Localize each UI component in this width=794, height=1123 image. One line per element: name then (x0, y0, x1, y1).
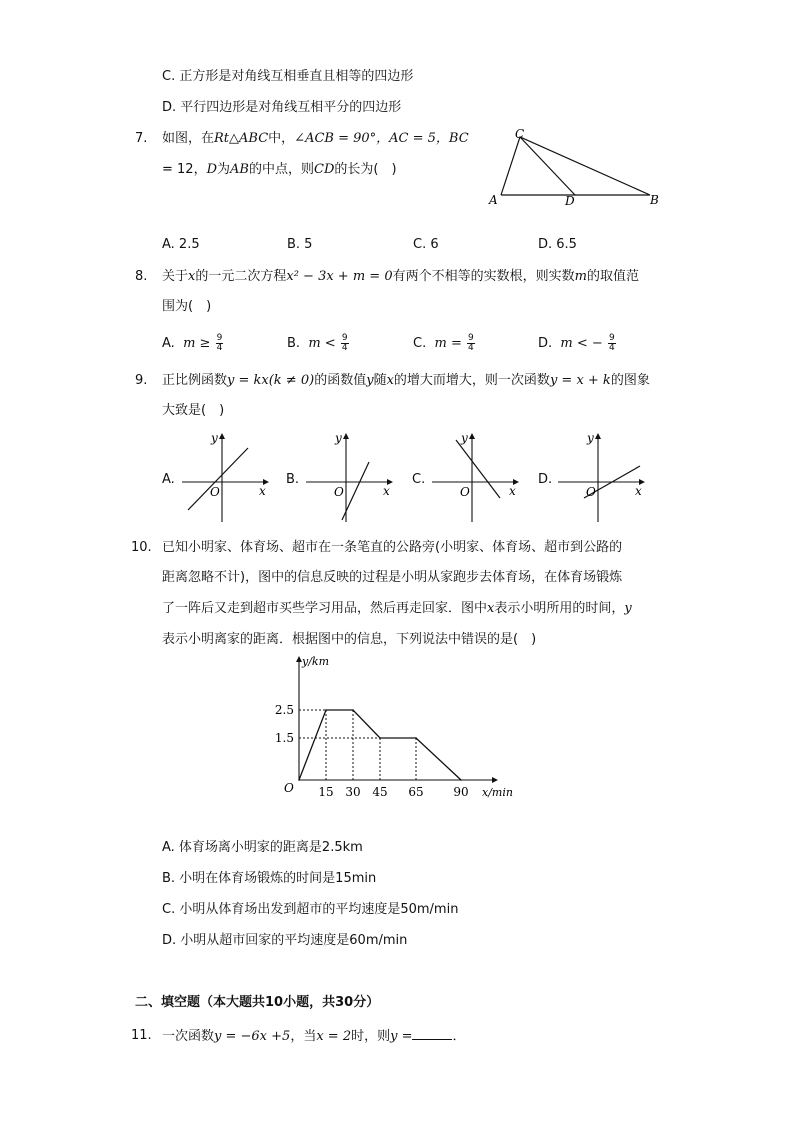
q9-math: y (366, 373, 374, 388)
fraction-num: 9 (608, 333, 615, 343)
q8-text: 有两个不相等的实数根，则实数 (392, 269, 575, 284)
q10-text: 表示小明所用的时间， (494, 601, 625, 616)
q8-math: x (188, 269, 196, 284)
fraction (341, 334, 349, 353)
section-score: 30 (335, 995, 354, 1010)
origin-label: O (210, 485, 220, 499)
option-letter: C. (413, 336, 427, 351)
q6-option-c: C. 正方形是对角线互相垂直且相等的四边形 (162, 69, 414, 84)
q11-line (162, 1027, 466, 1046)
q9-line1 (162, 372, 650, 390)
option-expr: m < − (560, 336, 603, 351)
q7-math: AB (230, 162, 249, 177)
q11-text: ，当 (290, 1029, 317, 1044)
q9-line2: 大致是( ) (162, 403, 225, 418)
q9-math: y = kx(k ≠ 0) (227, 373, 315, 388)
axis-y-label: y (335, 431, 342, 445)
q8-math: m (574, 269, 587, 284)
triangle-figure (485, 125, 665, 210)
option-expr: m ≥ (183, 336, 211, 351)
q8-option-b (287, 334, 350, 353)
q11-text: 时，则 (351, 1029, 391, 1044)
x-tick-label: 90 (453, 785, 469, 799)
q9-text: 随 (373, 373, 387, 388)
q7-text: 的中点，则 (248, 162, 314, 177)
label-d: D (565, 194, 575, 208)
q7-text: 为 (217, 162, 231, 177)
q8-text: 的取值范 (586, 269, 639, 284)
series-line (299, 710, 461, 780)
q7-math: Rt△ABC (214, 131, 269, 146)
q8-number: 8. (135, 269, 148, 284)
segment-cd (520, 137, 575, 195)
q7-math: D (206, 162, 218, 177)
axis-x-label: x (383, 484, 390, 498)
q7-number: 7. (135, 131, 148, 146)
data-point (352, 709, 354, 711)
q9-text: 的函数值 (314, 373, 367, 388)
q9-math: y = x + k (549, 373, 611, 388)
q11-math: y = −6x +5 (214, 1029, 291, 1044)
axis-y-label: y (211, 431, 218, 445)
q7-text: 中， (268, 131, 295, 146)
data-point (460, 779, 462, 781)
axis-x-label: x (509, 484, 516, 498)
q11-number: 11. (131, 1028, 152, 1043)
q7-math: = 12， (162, 162, 207, 177)
q7-option-c: C. 6 (413, 237, 439, 252)
fraction-den: 4 (467, 343, 474, 353)
q10-option-b: B. 小明在体育场锻炼的时间是15min (162, 871, 377, 886)
q7-line2 (162, 161, 397, 179)
q8-line1 (162, 268, 639, 286)
q8-math: x² − 3x + m = 0 (286, 269, 393, 284)
q8-text: 的一元二次方程 (195, 269, 287, 284)
y-tick-label: 2.5 (274, 703, 294, 717)
q8-option-c (413, 334, 476, 353)
axis-y-label: y (461, 431, 468, 445)
q10-number: 10. (131, 540, 152, 555)
section-count: 10 (265, 995, 284, 1010)
data-point (415, 737, 417, 739)
option-letter: A. (162, 336, 175, 351)
q10-option-a: A. 体育场离小明家的距离是2.5km (162, 840, 363, 855)
label-b: B (650, 193, 659, 207)
q7-text: 如图，在 (162, 131, 215, 146)
chart-axes (284, 655, 513, 799)
q9-option-b-label: B. (286, 472, 300, 487)
q7-text: 的长为( ) (334, 162, 397, 177)
q9-text: 正比例函数 (162, 373, 228, 388)
q9-graph-d (554, 430, 649, 525)
q7-option-b: B. 5 (287, 237, 313, 252)
q7-option-a: A. 2.5 (162, 237, 200, 252)
q10-line1: 已知小明家、体育场、超市在一条笔直的公路旁(小明家、体育场、超市到公路的 (162, 540, 623, 555)
label-a: A (489, 193, 498, 207)
q9-text: 的增大而增大，则一次函数 (393, 373, 550, 388)
q9-option-a-label: A. (162, 472, 175, 487)
data-point (325, 709, 327, 711)
option-letter: B. (287, 336, 301, 351)
q11-text: ． (452, 1029, 466, 1044)
q11-math: x = 2 (316, 1029, 352, 1044)
q10-option-c: C. 小明从体育场出发到超市的平均速度是50m/min (162, 902, 459, 917)
triangle-outline (501, 137, 650, 195)
section-heading-text: 分） (353, 995, 380, 1010)
x-axis-arrow (492, 777, 498, 783)
option-expr: m < (308, 336, 336, 351)
q8-line2: 围为( ) (162, 299, 212, 314)
q9-text: 的图象 (610, 373, 650, 388)
q10-line3 (162, 600, 632, 618)
fraction-num: 9 (341, 333, 348, 343)
q9-graph-b (302, 430, 397, 525)
fraction (467, 334, 475, 353)
distance-time-chart (270, 650, 530, 805)
q7-math: ∠ACB = 90°，AC = 5，BC (294, 131, 469, 146)
axis-x-label: x (635, 484, 642, 498)
q7-line1 (162, 130, 469, 148)
graph-line (188, 448, 248, 510)
q11-text: 一次函数 (162, 1029, 215, 1044)
option-letter: D. (538, 336, 553, 351)
q10-option-d: D. 小明从超市回家的平均速度是60m/min (162, 933, 408, 948)
axis-y-label: y (587, 431, 594, 445)
q10-line4: 表示小明离家的距离．根据图中的信息，下列说法中错误的是( ) (162, 632, 537, 647)
axis-x-label: x (259, 484, 266, 498)
x-tick-label: 65 (408, 785, 424, 799)
q10-line2: 距离忽略不计)，图中的信息反映的过程是小明从家跑步去体育场，在体育场锻炼 (162, 570, 623, 585)
fraction (216, 334, 224, 353)
x-axis-label: x/min (482, 786, 513, 799)
q9-option-c-label: C. (412, 472, 426, 487)
q8-text: 关于 (162, 269, 189, 284)
fraction-num: 9 (216, 333, 223, 343)
y-axis-label: y/km (302, 655, 330, 668)
origin-label: O (334, 485, 344, 499)
origin-label: O (586, 485, 596, 499)
q10-math: y (624, 601, 632, 616)
option-expr: m = (434, 336, 462, 351)
origin-label: O (284, 781, 294, 795)
fraction-den: 4 (216, 343, 223, 353)
x-tick-label: 45 (372, 785, 388, 799)
fraction (608, 334, 616, 353)
answer-blank[interactable] (412, 1027, 452, 1040)
q9-number: 9. (135, 373, 148, 388)
q9-graph-c (428, 430, 523, 525)
q7-option-d: D. 6.5 (538, 237, 577, 252)
q9-option-d-label: D. (538, 472, 553, 487)
fraction-den: 4 (341, 343, 348, 353)
label-c: C (515, 127, 525, 141)
section-heading-text: 小题，共 (283, 995, 336, 1010)
y-tick-label: 1.5 (274, 731, 294, 745)
data-point (298, 779, 300, 781)
q8-option-d (538, 334, 617, 353)
q7-math: CD (314, 162, 335, 177)
x-tick-label: 30 (345, 785, 361, 799)
origin-label: O (460, 485, 470, 499)
q10-text: 了一阵后又走到超市买些学习用品，然后再走回家．图中 (162, 601, 488, 616)
data-point (379, 737, 381, 739)
section-heading (135, 994, 379, 1012)
q11-math: y = (390, 1029, 413, 1044)
section-heading-text: 二、填空题（本大题共 (135, 995, 266, 1010)
q8-option-a (162, 334, 224, 353)
fraction-den: 4 (608, 343, 615, 353)
q6-option-d: D. 平行四边形是对角线互相平分的四边形 (162, 100, 402, 115)
q9-graph-a (178, 430, 273, 525)
fraction-num: 9 (467, 333, 474, 343)
x-tick-label: 15 (318, 785, 334, 799)
q9-math: x (386, 373, 394, 388)
q10-math: x (487, 601, 495, 616)
